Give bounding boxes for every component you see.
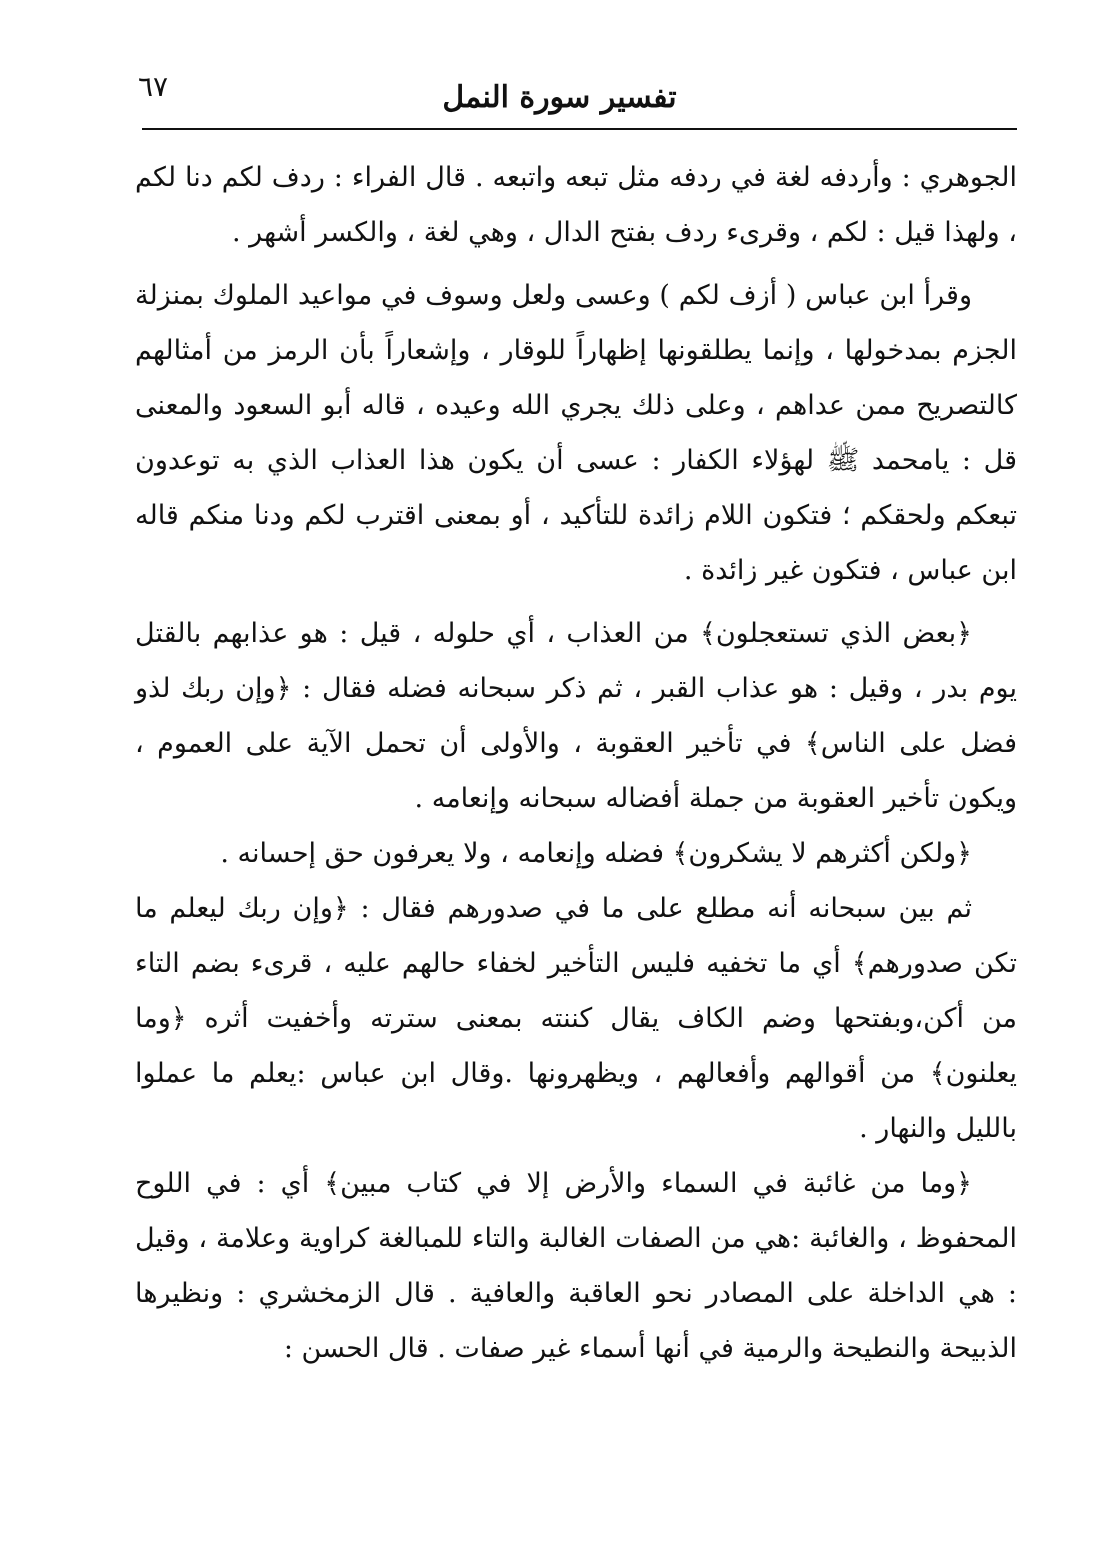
- body-text: [135, 150, 1017, 1376]
- paragraph: وقرأ ابن عباس ( أزف لكم ) وعسى ولعل وسوف في مواعيد الملوك بمنزلة الجزم بمدخولها ، وإنما يطلقونها إظهاراً للوقار ، وإشعاراً بأن الرمز من أمثالهم كالتصريح ممن عداهم ، وعلى ذلك يجري الله وعيده ، قاله أبو السعود والمعنى قل : يامحمد ﷺ لهؤلاء الكفار : عسى أن يكون هذا العذاب الذي به توعدون تبعكم ولحقكم ؛ فتكون اللام زائدة للتأكيد ، أو بمعنى اقترب لكم ودنا منكم قاله ابن عباس ، فتكون غير زائدة .: [135, 280, 1017, 586]
- page-number: ٦٧: [138, 70, 169, 103]
- paragraph: ثم بين سبحانه أنه مطلع على ما في صدورهم فقال : ﴿وإن ربك ليعلم ما تكن صدورهم﴾ أي ما تخفيه فليس التأخير لخفاء حالهم عليه ، قرىء بضم التاء من أكن،وبفتحها وضم الكاف يقال كننته بمعنى سترته وأخفيت أثره ﴿وما يعلنون﴾ من أقوالهم وأفعالهم ، ويظهرونها .وقال ابن عباس :يعلم ما عملوا بالليل والنهار .: [135, 893, 1017, 1144]
- running-title: تفسير سورة النمل: [442, 80, 677, 115]
- paragraph: ﴿وما من غائبة في السماء والأرض إلا في كتاب مبين﴾ أي : في اللوح المحفوظ ، والغائبة :هي من الصفات الغالبة والتاء للمبالغة كراوية وعلامة ، وقيل : هي الداخلة على المصادر نحو العاقبة والعافية . قال الزمخشري : ونظيرها الذبيحة والنطيحة والرمية في أنها أسماء غير صفات . قال الحسن :: [135, 1168, 1017, 1364]
- paragraph: الجوهري : وأردفه لغة في ردفه مثل تبعه واتبعه . قال الفراء : ردف لكم دنا لكم ، ولهذا قيل : لكم ، وقرىء ردف بفتح الدال ، وهي لغة ، والكسر أشهر .: [135, 162, 1017, 248]
- paragraph: ﴿ولكن أكثرهم لا يشكرون﴾ فضله وإنعامه ، ولا يعرفون حق إحسانه .: [220, 838, 972, 869]
- header-rule: [142, 128, 1017, 130]
- paragraph: ﴿بعض الذي تستعجلون﴾ من العذاب ، أي حلوله ، قيل : هو عذابهم بالقتل يوم بدر ، وقيل : هو عذاب القبر ، ثم ذكر سبحانه فضله فقال : ﴿وإن ربك لذو فضل على الناس﴾ في تأخير العقوبة ، والأولى أن تحمل الآية على العموم ، ويكون تأخير العقوبة من جملة أفضاله سبحانه وإنعامه .: [135, 618, 1017, 814]
